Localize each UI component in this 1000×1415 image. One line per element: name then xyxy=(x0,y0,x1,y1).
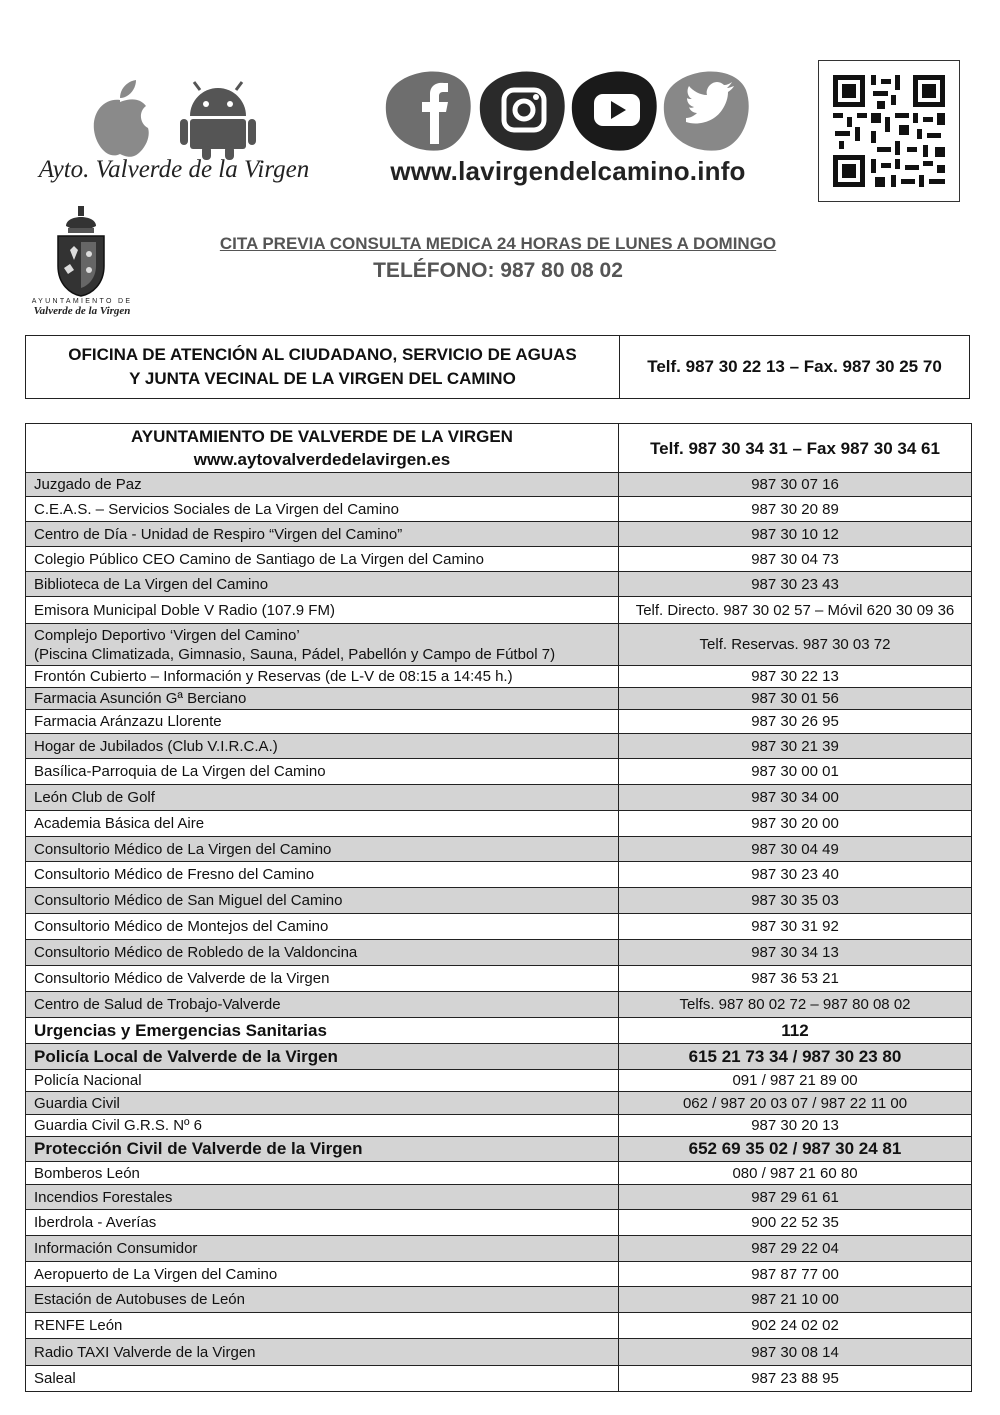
office-box xyxy=(25,335,970,399)
app-store-icons xyxy=(90,78,260,160)
table-row xyxy=(26,1313,972,1339)
table-row xyxy=(26,1070,972,1092)
instagram-icon[interactable] xyxy=(480,71,565,150)
table-row xyxy=(26,1044,972,1070)
directory-entry-phone: 987 23 88 95 xyxy=(619,1366,972,1392)
apple-icon[interactable] xyxy=(94,80,149,157)
table-row xyxy=(26,940,972,966)
directory-entry-name: Urgencias y Emergencias Sanitarias xyxy=(26,1018,619,1044)
ayto-name: Ayto. Valverde de la Virgen xyxy=(38,156,310,183)
directory-entry-name: Incendios Forestales xyxy=(26,1185,619,1210)
table-row xyxy=(26,785,972,811)
table-row xyxy=(26,1287,972,1313)
directory-entry-name: León Club de Golf xyxy=(26,785,619,811)
table-row xyxy=(26,1366,972,1392)
office-title-line2: Y JUNTA VECINAL DE LA VIRGEN DEL CAMINO xyxy=(129,369,516,388)
directory-entry-phone: 987 30 04 49 xyxy=(619,837,972,862)
directory-entry-name: C.E.A.S. – Servicios Sociales de La Virgen del Camino xyxy=(26,497,619,522)
directory-entry-name: Protección Civil de Valverde de la Virgen xyxy=(26,1137,619,1162)
directory-entry-phone: 987 30 04 73 xyxy=(619,547,972,572)
table-row xyxy=(26,710,972,734)
directory-entry-name: Consultorio Médico de San Miguel del Camino xyxy=(26,888,619,914)
table-row xyxy=(26,1262,972,1287)
municipal-crest-icon xyxy=(52,204,110,298)
table-row xyxy=(26,1162,972,1185)
directory-entry-name: Centro de Día - Unidad de Respiro “Virgen del Camino” xyxy=(26,522,619,547)
directory-entry-name: Farmacia Aránzazu Llorente xyxy=(26,710,619,734)
directory-entry-name: RENFE León xyxy=(26,1313,619,1339)
table-row xyxy=(26,1018,972,1044)
directory-entry-phone: 987 30 20 00 xyxy=(619,811,972,837)
table-row xyxy=(26,837,972,862)
directory-entry-phone: 987 30 23 40 xyxy=(619,862,972,888)
entry-name-line2: (Piscina Climatizada, Gimnasio, Sauna, Pádel, Pabellón y Campo de Fútbol 7) xyxy=(34,645,556,663)
table-row xyxy=(26,688,972,710)
directory-entry-phone: 987 30 26 95 xyxy=(619,710,972,734)
directory-entry-phone: 987 30 20 89 xyxy=(619,497,972,522)
directory-entry-phone: 987 30 21 39 xyxy=(619,734,972,759)
directory-entry-phone: 902 24 02 02 xyxy=(619,1313,972,1339)
entry-name-line1: Complejo Deportivo ‘Virgen del Camino’ xyxy=(34,626,300,644)
directory-entry-phone: 987 30 10 12 xyxy=(619,522,972,547)
directory-entry-name: Biblioteca de La Virgen del Camino xyxy=(26,572,619,597)
directory-header-title xyxy=(26,424,619,473)
directory-entry-phone: 987 87 77 00 xyxy=(619,1262,972,1287)
table-row xyxy=(26,888,972,914)
directory-entry-name: Colegio Público CEO Camino de Santiago de La Virgen del Camino xyxy=(26,547,619,572)
directory-entry-phone: 091 / 987 21 89 00 xyxy=(619,1070,972,1092)
directory-entry-name: Policía Nacional xyxy=(26,1070,619,1092)
directory-entry-phone: 987 21 10 00 xyxy=(619,1287,972,1313)
table-row xyxy=(26,992,972,1018)
directory-entry-phone: 062 / 987 20 03 07 / 987 22 11 00 xyxy=(619,1092,972,1115)
directory-entry-phone: Telf. Reservas. 987 30 03 72 xyxy=(619,624,972,666)
directory-entry-phone: 987 29 61 61 xyxy=(619,1185,972,1210)
table-row xyxy=(26,1210,972,1236)
directory-entry-name: Emisora Municipal Doble V Radio (107.9 FM) xyxy=(26,597,619,624)
cita-previa-phone: TELÉFONO: 987 80 08 02 xyxy=(373,259,623,282)
directory-entry-name: Radio TAXI Valverde de la Virgen xyxy=(26,1339,619,1366)
table-row xyxy=(26,1137,972,1162)
table-row xyxy=(26,734,972,759)
directory-entry-name: Estación de Autobuses de León xyxy=(26,1287,619,1313)
directory-entry-name: Saleal xyxy=(26,1366,619,1392)
table-row xyxy=(26,497,972,522)
directory-entry-phone: Telfs. 987 80 02 72 – 987 80 08 02 xyxy=(619,992,972,1018)
directory-entry-name: Frontón Cubierto – Información y Reservas (de L-V de 08:15 a 14:45 h.) xyxy=(26,666,619,688)
directory-header-row xyxy=(26,424,972,473)
table-row xyxy=(26,1185,972,1210)
directory-entry-name: Guardia Civil xyxy=(26,1092,619,1115)
table-row xyxy=(26,759,972,785)
directory-entry-name: Centro de Salud de Trobajo-Valverde xyxy=(26,992,619,1018)
android-icon[interactable] xyxy=(180,82,256,160)
directory-entry-name: Farmacia Asunción Gª Berciano xyxy=(26,688,619,710)
directory-entry-name: Basílica-Parroquia de La Virgen del Camino xyxy=(26,759,619,785)
directory-entry-name: Iberdrola - Averías xyxy=(26,1210,619,1236)
directory-entry-name: Consultorio Médico de La Virgen del Camino xyxy=(26,837,619,862)
table-row xyxy=(26,666,972,688)
qr-code[interactable] xyxy=(818,60,960,202)
directory-entry-phone: Telf. Directo. 987 30 02 57 – Móvil 620 30 09 36 xyxy=(619,597,972,624)
youtube-icon[interactable] xyxy=(572,71,657,150)
directory-entry-phone: 987 30 08 14 xyxy=(619,1339,972,1366)
directory-entry-phone: 080 / 987 21 60 80 xyxy=(619,1162,972,1185)
table-row xyxy=(26,624,972,666)
table-row xyxy=(26,1339,972,1366)
directory-entry-name xyxy=(26,624,619,666)
directory-header-phone: Telf. 987 30 34 31 – Fax 987 30 34 61 xyxy=(619,424,972,473)
directory-entry-name: Consultorio Médico de Fresno del Camino xyxy=(26,862,619,888)
directory-entry-phone: 987 30 31 92 xyxy=(619,914,972,940)
table-row xyxy=(26,1115,972,1137)
directory-entry-phone: 987 30 20 13 xyxy=(619,1115,972,1137)
directory-entry-phone: 987 30 34 00 xyxy=(619,785,972,811)
directory-entry-phone: 987 30 35 03 xyxy=(619,888,972,914)
directory-entry-name: Policía Local de Valverde de la Virgen xyxy=(26,1044,619,1070)
directory-entry-phone: 987 30 01 56 xyxy=(619,688,972,710)
directory-entry-phone: 112 xyxy=(619,1018,972,1044)
directory-entry-name: Guardia Civil G.R.S. Nº 6 xyxy=(26,1115,619,1137)
directory-entry-phone: 987 30 22 13 xyxy=(619,666,972,688)
office-title-line1: OFICINA DE ATENCIÓN AL CIUDADANO, SERVICIO DE AGUAS xyxy=(68,345,577,364)
directory-entry-phone: 987 30 23 43 xyxy=(619,572,972,597)
table-row xyxy=(26,597,972,624)
directory-entry-name: Información Consumidor xyxy=(26,1236,619,1262)
phone-directory-table xyxy=(25,423,972,1392)
crest-caption-small: AYUNTAMIENTO DE xyxy=(31,298,133,305)
directory-header-website: www.aytovalverdedelavirgen.es xyxy=(193,450,451,469)
table-row xyxy=(26,1092,972,1115)
directory-entry-phone: 987 30 34 13 xyxy=(619,940,972,966)
directory-entry-name: Academia Básica del Aire xyxy=(26,811,619,837)
table-row xyxy=(26,862,972,888)
directory-entry-name: Bomberos León xyxy=(26,1162,619,1185)
table-row xyxy=(26,811,972,837)
directory-entry-phone: 987 30 00 01 xyxy=(619,759,972,785)
table-row xyxy=(26,914,972,940)
directory-entry-name: Aeropuerto de La Virgen del Camino xyxy=(26,1262,619,1287)
directory-entry-phone: 987 36 53 21 xyxy=(619,966,972,992)
table-row xyxy=(26,572,972,597)
social-icons xyxy=(384,66,750,152)
directory-entry-name: Hogar de Jubilados (Club V.I.R.C.A.) xyxy=(26,734,619,759)
directory-entry-phone: 615 21 73 34 / 987 30 23 80 xyxy=(619,1044,972,1070)
office-title xyxy=(26,336,620,398)
table-row xyxy=(26,547,972,572)
directory-entry-name: Juzgado de Paz xyxy=(26,473,619,497)
office-phone: Telf. 987 30 22 13 – Fax. 987 30 25 70 xyxy=(647,357,942,376)
table-row xyxy=(26,522,972,547)
table-row xyxy=(26,1236,972,1262)
directory-entry-phone: 652 69 35 02 / 987 30 24 81 xyxy=(619,1137,972,1162)
crest-caption xyxy=(26,298,138,317)
table-row xyxy=(26,966,972,992)
directory-entry-name: Consultorio Médico de Robledo de la Valdoncina xyxy=(26,940,619,966)
directory-entry-name: Consultorio Médico de Valverde de la Virgen xyxy=(26,966,619,992)
directory-header-line1: AYUNTAMIENTO DE VALVERDE DE LA VIRGEN xyxy=(131,427,513,446)
directory-entry-phone: 987 29 22 04 xyxy=(619,1236,972,1262)
directory-entry-phone: 900 22 52 35 xyxy=(619,1210,972,1236)
website-url[interactable]: www.lavirgendelcamino.info xyxy=(390,156,746,186)
twitter-icon[interactable] xyxy=(664,71,749,150)
directory-entry-phone: 987 30 07 16 xyxy=(619,473,972,497)
crest-caption-big: Valverde de la Virgen xyxy=(33,305,131,317)
facebook-icon[interactable] xyxy=(386,71,471,150)
directory-entry-name: Consultorio Médico de Montejos del Camino xyxy=(26,914,619,940)
cita-previa-heading: CITA PREVIA CONSULTA MEDICA 24 HORAS DE LUNES A DOMINGO xyxy=(219,234,777,253)
table-row xyxy=(26,473,972,497)
